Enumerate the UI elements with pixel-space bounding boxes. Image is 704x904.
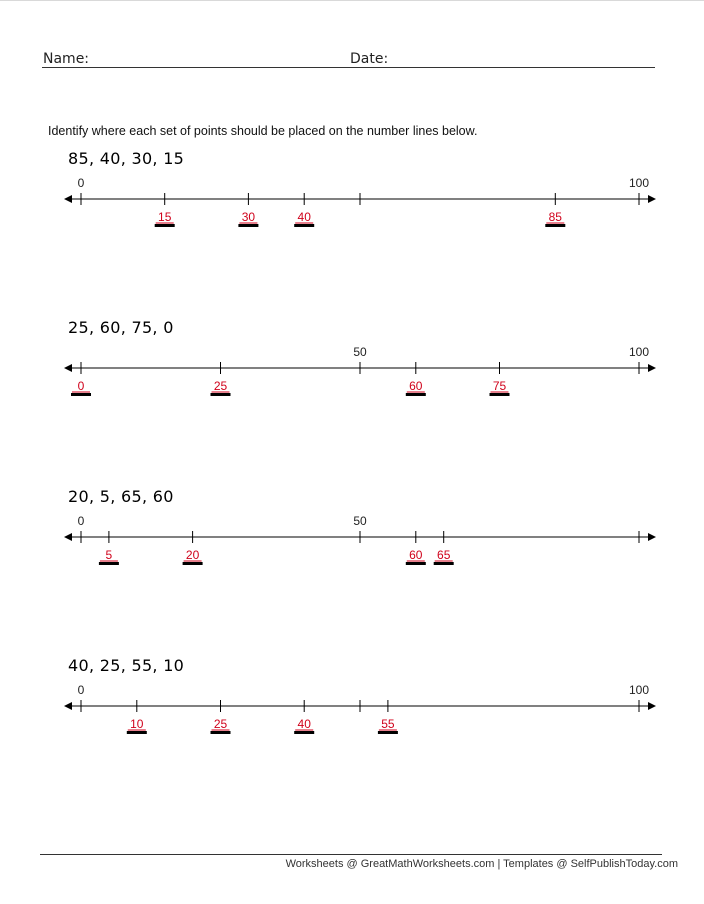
answer-label: 60 [409, 379, 423, 393]
answer-label: 60 [409, 548, 423, 562]
answer-blank [294, 224, 314, 227]
number-line [0, 149, 704, 259]
answer-label: 40 [297, 210, 311, 224]
answer-label: 55 [381, 717, 395, 731]
left-arrow [64, 533, 72, 541]
answer-blank [71, 393, 91, 396]
answer-blank [238, 224, 258, 227]
scale-label: 0 [77, 514, 85, 528]
answer-label: 85 [548, 210, 562, 224]
answer-label: 30 [241, 210, 256, 224]
left-arrow [64, 702, 72, 710]
answer-blank [490, 393, 510, 396]
problem-values: 85, 40, 30, 15 [68, 149, 185, 168]
footer-credits: Worksheets @ GreatMathWorksheets.com | Templates @ SelfPublishToday.com [285, 858, 678, 870]
problem-values: 20, 5, 65, 60 [68, 487, 174, 506]
header-underline [42, 67, 655, 68]
scale-label: 100 [628, 176, 650, 190]
answer-blank [183, 562, 203, 565]
right-arrow [648, 364, 656, 372]
answer-label: 75 [492, 379, 507, 393]
problem-2 [0, 318, 704, 428]
problem-values: 25, 60, 75, 0 [68, 318, 174, 337]
problem-values: 40, 25, 55, 10 [68, 656, 185, 675]
answer-label: 20 [185, 548, 200, 562]
answer-label: 15 [158, 210, 172, 224]
answer-blank [406, 562, 426, 565]
answer-label: 40 [297, 717, 311, 731]
answer-blank [434, 562, 454, 565]
scale-label: 0 [77, 683, 85, 697]
number-line [0, 318, 704, 428]
answer-blank [127, 731, 147, 734]
number-line [0, 487, 704, 597]
answer-blank [378, 731, 398, 734]
answer-label: 25 [213, 717, 228, 731]
problem-4 [0, 656, 704, 766]
scale-label: 100 [628, 345, 650, 359]
left-arrow [64, 195, 72, 203]
problem-1 [0, 149, 704, 259]
right-arrow [648, 195, 656, 203]
answer-label: 25 [213, 379, 228, 393]
scale-label: 50 [353, 345, 367, 359]
number-line [0, 656, 704, 766]
problem-3 [0, 487, 704, 597]
date-label: Date: [350, 51, 389, 67]
answer-blank [294, 731, 314, 734]
answer-blank [155, 224, 175, 227]
answer-label: 65 [437, 548, 451, 562]
answer-label: 10 [130, 717, 144, 731]
answer-blank [211, 731, 231, 734]
answer-label: 0 [77, 379, 85, 393]
left-arrow [64, 364, 72, 372]
right-arrow [648, 533, 656, 541]
answer-blank [545, 224, 565, 227]
name-label: Name: [43, 51, 90, 67]
scale-label: 100 [628, 683, 650, 697]
scale-label: 0 [77, 176, 85, 190]
right-arrow [648, 702, 656, 710]
page-top-border [0, 0, 704, 1]
answer-blank [99, 562, 119, 565]
answer-label: 5 [105, 548, 113, 562]
answer-blank [406, 393, 426, 396]
footer-rule [40, 854, 662, 855]
scale-label: 50 [353, 514, 367, 528]
instructions-text: Identify where each set of points should be placed on the number lines below. [48, 124, 478, 138]
answer-blank [211, 393, 231, 396]
